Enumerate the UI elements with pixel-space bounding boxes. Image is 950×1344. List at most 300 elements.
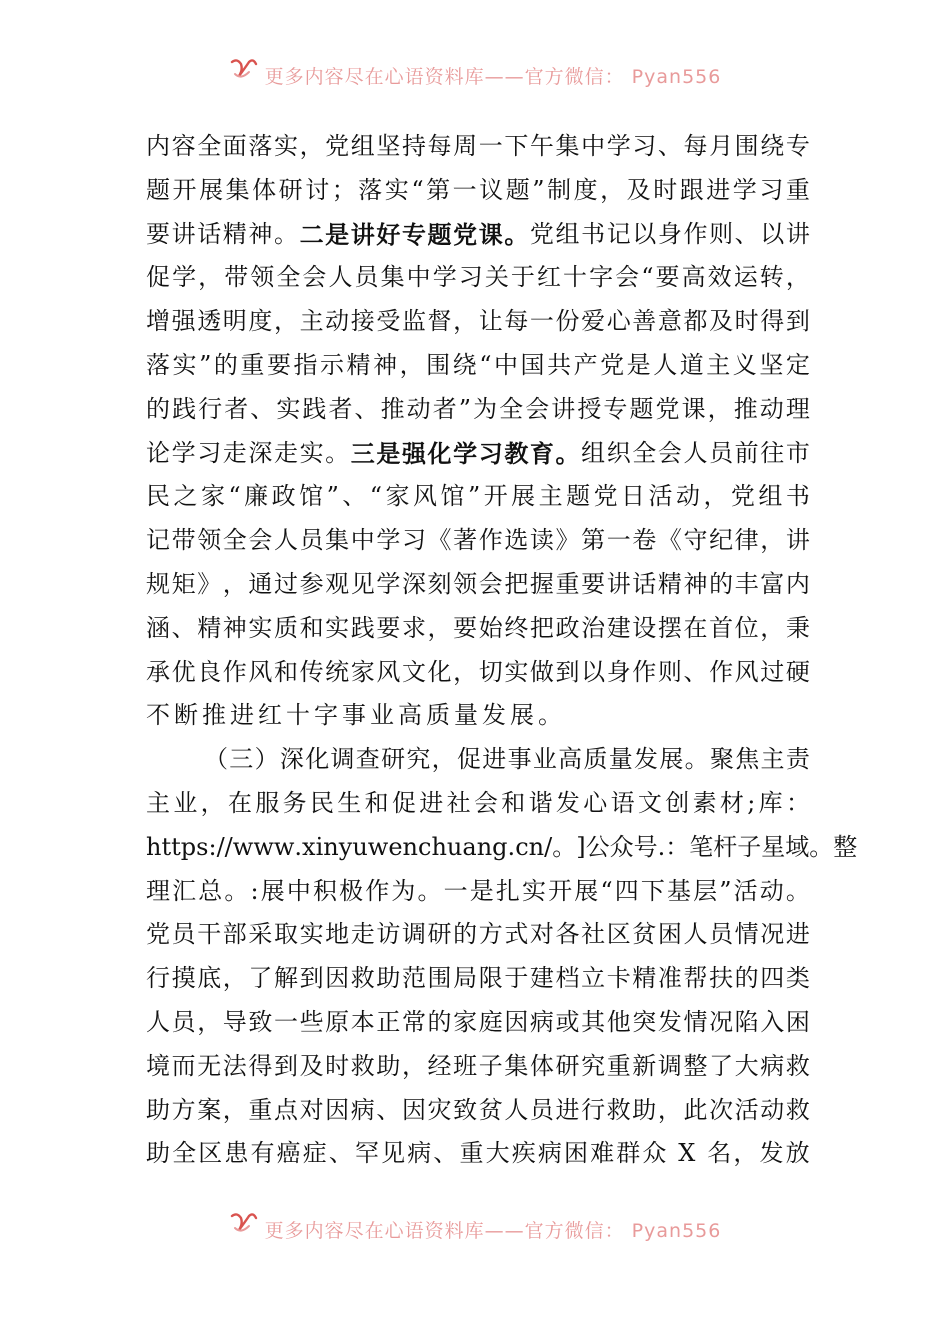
text-char: 神 xyxy=(373,350,398,379)
text-char: 下 xyxy=(504,132,529,160)
text-char: 义 xyxy=(732,350,757,379)
text-char: 走 xyxy=(273,438,298,467)
text-char: 《 xyxy=(657,526,682,555)
text-char: 摸 xyxy=(171,964,196,993)
text-char: 者 xyxy=(432,394,457,423)
text-char: 坚 xyxy=(376,132,401,160)
text-char: 课 xyxy=(681,394,706,423)
text-char: ， xyxy=(197,1007,222,1036)
text-char: 助 xyxy=(632,1095,657,1124)
text-char: 帮 xyxy=(683,964,708,993)
text-char: 馆 xyxy=(299,482,324,511)
text-char: 落 xyxy=(146,350,170,379)
text-char: p xyxy=(180,832,197,861)
text-char: 研 xyxy=(427,920,452,949)
text-char: 践 xyxy=(350,613,375,642)
text-char: 之 xyxy=(173,482,198,511)
text-char: ， xyxy=(273,307,298,336)
text-char: 红 xyxy=(258,701,286,730)
bold-char: 教 xyxy=(504,438,529,468)
text-char: 救 xyxy=(785,1095,810,1124)
text-char: 到 xyxy=(785,307,810,336)
text-char: 会 xyxy=(478,569,503,598)
text-char: 活 xyxy=(733,876,758,905)
text-char: 要 xyxy=(146,219,170,248)
text-char: 和 xyxy=(299,613,324,642)
text-char: 群 xyxy=(616,1139,641,1168)
text-char: 实 xyxy=(325,613,350,642)
text-char: 推 xyxy=(733,394,758,423)
text-char: 》 xyxy=(197,569,222,598)
text-char: 、 xyxy=(328,1139,353,1168)
text-char: 库 xyxy=(758,788,783,817)
text-char: 讲 xyxy=(606,569,631,598)
text-char: s xyxy=(196,832,209,861)
text-char: 扶 xyxy=(709,964,734,993)
text-char: 受 xyxy=(376,307,401,336)
text-char: 转 xyxy=(759,263,784,292)
text-char: 一 xyxy=(529,307,554,336)
text-char: 硬 xyxy=(785,657,810,686)
text-char: 开 xyxy=(548,876,573,905)
text-char: 实 xyxy=(248,613,273,642)
text-char: （ xyxy=(204,745,228,774)
text-line xyxy=(146,826,858,870)
text-char: 带 xyxy=(171,526,196,555)
text-char: 得 xyxy=(248,1051,273,1080)
text-char: 类 xyxy=(785,964,810,993)
text-char: : xyxy=(208,832,217,861)
text-char: 前 xyxy=(734,438,759,467)
text-char: 员 xyxy=(171,1007,196,1036)
text-char: 实 xyxy=(384,175,409,204)
text-char: 突 xyxy=(632,1007,657,1036)
text-char: 重 xyxy=(785,175,810,204)
text-char: 高 xyxy=(398,701,426,730)
text-char: 的 xyxy=(146,394,170,423)
bold-char: 是 xyxy=(376,438,401,468)
text-char: 的 xyxy=(453,920,478,949)
text-char: 会 xyxy=(615,263,640,292)
text-char: “ xyxy=(641,263,654,292)
text-char: 班 xyxy=(453,1051,478,1080)
text-char: 讲 xyxy=(551,394,576,423)
text-char: 心 xyxy=(606,307,631,336)
text-char: 时 xyxy=(653,175,678,204)
text-char: / xyxy=(544,832,553,861)
text-char: 党 xyxy=(146,920,170,949)
stylized-w-logo-icon xyxy=(229,56,259,82)
text-char: 守 xyxy=(683,526,708,555)
text-char: 是 xyxy=(469,876,494,905)
text-char: 承 xyxy=(146,657,170,686)
text-char: 》 xyxy=(555,526,580,555)
text-char: 风 xyxy=(376,657,401,686)
text-char: 一 xyxy=(452,175,477,204)
text-char: “ xyxy=(369,482,383,511)
text-char: 发 xyxy=(555,788,580,817)
text-char: 和 xyxy=(501,788,526,817)
text-char: 要 xyxy=(453,613,478,642)
text-char: 秉 xyxy=(785,613,810,642)
text-char: 份 xyxy=(555,307,580,336)
text-char: 的 xyxy=(709,569,734,598)
text-char: ， xyxy=(707,394,732,423)
text-char: 整 xyxy=(833,832,858,861)
text-char: 民 xyxy=(146,482,170,511)
text-char: 式 xyxy=(504,920,529,949)
text-char: 见 xyxy=(381,1139,406,1168)
bold-char: 强 xyxy=(401,438,426,468)
text-char: 人 xyxy=(683,438,708,467)
text-char: 周 xyxy=(453,132,478,160)
text-char: 底 xyxy=(197,964,222,993)
text-char: 救 xyxy=(785,1051,810,1080)
text-char: 展 xyxy=(659,745,684,774)
text-char: 家 xyxy=(453,1007,478,1036)
text-char: 午 xyxy=(529,132,554,160)
text-line xyxy=(146,913,810,957)
text-char: 发 xyxy=(482,701,510,730)
text-char: 以 xyxy=(632,219,657,248)
text-char: 号 xyxy=(633,832,658,861)
text-char: 业 xyxy=(370,701,398,730)
bold-char: 习 xyxy=(478,438,503,468)
text-char: 家 xyxy=(200,482,225,511)
text-char: 业 xyxy=(532,745,557,774)
bold-char: 学 xyxy=(453,438,478,468)
text-line xyxy=(146,607,810,651)
text-char: 庭 xyxy=(478,1007,503,1036)
text-char: 情 xyxy=(734,920,759,949)
text-char: “ xyxy=(411,175,424,204)
text-line xyxy=(146,475,810,519)
text-char: 行 xyxy=(581,1095,606,1124)
text-char: 要 xyxy=(266,350,291,379)
text-char: 。 xyxy=(273,219,298,248)
text-char: 都 xyxy=(683,307,708,336)
text-char: ， xyxy=(453,657,478,686)
text-char: 文 xyxy=(637,788,662,817)
text-char: 全 xyxy=(632,438,657,467)
text-char: 子 xyxy=(737,832,762,861)
text-char: 终 xyxy=(504,613,529,642)
text-char: i xyxy=(315,832,324,861)
text-char: 中 xyxy=(286,876,311,905)
text-char: 字 xyxy=(314,701,342,730)
text-line xyxy=(146,651,810,695)
text-char: 四 xyxy=(760,964,785,993)
text-char: 救 xyxy=(350,1051,375,1080)
text-char: 以 xyxy=(760,219,785,248)
text-char: 治 xyxy=(581,613,606,642)
text-char: 运 xyxy=(733,263,758,292)
text-char: 。 xyxy=(325,438,350,467)
text-char: 极 xyxy=(339,876,364,905)
text-char: 围 xyxy=(734,132,759,160)
text-char: 围 xyxy=(426,350,451,379)
text-char: h xyxy=(431,832,447,861)
text-char: 活 xyxy=(734,1095,759,1124)
text-char: 做 xyxy=(529,657,554,686)
text-char: 面 xyxy=(222,132,247,160)
text-char: 统 xyxy=(325,657,350,686)
text-char: 和 xyxy=(364,788,389,817)
text-line xyxy=(146,870,810,914)
text-char: 、 xyxy=(171,613,196,642)
text-char: 时 xyxy=(325,1051,350,1080)
text-char: 促 xyxy=(456,745,481,774)
text-char: 督 xyxy=(427,307,452,336)
text-char: 学 xyxy=(172,263,197,292)
text-char: 质 xyxy=(583,745,608,774)
text-char: 病 xyxy=(529,1007,554,1036)
text-char: 名 xyxy=(707,1139,732,1168)
text-char: 领 xyxy=(453,569,478,598)
text-char: 中 xyxy=(581,132,606,160)
text-char: 集 xyxy=(325,526,350,555)
text-char: 坚 xyxy=(759,350,784,379)
text-char: 。 xyxy=(809,832,834,861)
text-char: 进 xyxy=(230,701,258,730)
text-char: 跟 xyxy=(679,175,704,204)
text-char: 卷 xyxy=(632,526,657,555)
text-char: 、 xyxy=(342,482,367,511)
text-char: 症 xyxy=(302,1139,327,1168)
text-char: 实 xyxy=(521,876,546,905)
text-char: ” xyxy=(719,876,732,905)
text-char: 心 xyxy=(583,788,608,817)
text-char: 焦 xyxy=(735,745,760,774)
text-char: 动 xyxy=(406,394,431,423)
text-char: 指 xyxy=(293,350,318,379)
document-body xyxy=(146,125,858,1176)
text-char: 度 xyxy=(248,307,273,336)
text-char: 题 xyxy=(505,175,530,204)
text-char: 谐 xyxy=(528,788,553,817)
text-char: 要 xyxy=(581,569,606,598)
text-char: 此 xyxy=(683,1095,708,1124)
text-char: 其 xyxy=(581,1007,606,1036)
text-char: 讲 xyxy=(171,219,196,248)
text-char: 在 xyxy=(227,788,252,817)
text-char: 了 xyxy=(709,1051,734,1080)
text-char: 一 xyxy=(273,1007,298,1036)
text-char: 致 xyxy=(453,1095,478,1124)
text-char: ， xyxy=(431,745,456,774)
text-char: 律 xyxy=(734,526,759,555)
text-char: 促 xyxy=(146,263,170,292)
text-char: 为 xyxy=(391,876,416,905)
text-char: 行 xyxy=(198,394,223,423)
text-char: 讲 xyxy=(785,526,810,555)
text-char: 议 xyxy=(479,175,504,204)
text-char: 部 xyxy=(222,920,247,949)
text-char: 进 xyxy=(785,920,810,949)
text-char: 究 xyxy=(406,745,431,774)
bold-char: 是 xyxy=(325,219,350,249)
text-char: ” xyxy=(532,175,545,204)
text-char: t xyxy=(171,832,181,861)
text-char: 经 xyxy=(427,1051,452,1080)
text-char: 带 xyxy=(224,263,249,292)
text-char: 丰 xyxy=(734,569,759,598)
text-char: ： xyxy=(665,832,690,861)
text-char: 则 xyxy=(657,657,682,686)
text-char: 对 xyxy=(529,920,554,949)
text-char: 区 xyxy=(198,1139,223,1168)
text-char: 星 xyxy=(761,832,786,861)
text-char: 走 xyxy=(222,438,247,467)
text-char: 助 xyxy=(146,1139,170,1168)
text-char: 笔 xyxy=(689,832,714,861)
text-char: 是 xyxy=(626,350,651,379)
text-char: 纪 xyxy=(709,526,734,555)
text-char: 题 xyxy=(146,175,170,204)
text-char: 方 xyxy=(478,920,503,949)
text-char: 人 xyxy=(504,1095,529,1124)
text-char: 展 xyxy=(510,701,538,730)
text-char: 困 xyxy=(564,1139,588,1168)
text-char: 身 xyxy=(606,657,631,686)
text-char: 党 xyxy=(655,394,680,423)
text-char: 重 xyxy=(555,569,580,598)
text-char: 论 xyxy=(146,438,170,467)
header-watermark-text: 更多内容尽在心语资料库——官方微信： Pyan556 xyxy=(264,66,722,88)
text-char: 善 xyxy=(632,307,657,336)
text-line xyxy=(146,738,810,782)
text-char: 学 xyxy=(432,263,457,292)
text-char: 推 xyxy=(202,701,230,730)
text-char: 全 xyxy=(499,394,524,423)
text-char: 人 xyxy=(683,920,708,949)
text-char: 杆 xyxy=(713,832,738,861)
text-char: 者 xyxy=(224,394,249,423)
text-char: 原 xyxy=(325,1007,350,1036)
text-char: 本 xyxy=(350,1007,375,1036)
text-line xyxy=(146,300,810,344)
text-char: 或 xyxy=(555,1007,580,1036)
text-char: 专 xyxy=(603,394,628,423)
text-char: 作 xyxy=(709,657,734,686)
text-char: u xyxy=(446,832,463,861)
text-line xyxy=(146,432,810,476)
text-char: 域 xyxy=(785,832,810,861)
text-char: 共 xyxy=(547,350,572,379)
text-char: 务 xyxy=(282,788,307,817)
text-char: 十 xyxy=(563,263,587,292)
text-char: 专 xyxy=(785,132,810,160)
text-char: 进 xyxy=(706,175,731,204)
text-line xyxy=(146,256,810,300)
text-char: 风 xyxy=(734,657,759,686)
text-char: 、 xyxy=(354,394,379,423)
text-char: 及 xyxy=(709,307,734,336)
text-char: 关 xyxy=(484,263,509,292)
text-char: 以 xyxy=(581,657,606,686)
text-char: ， xyxy=(198,263,223,292)
text-char: 文 xyxy=(401,657,426,686)
text-char: ） xyxy=(254,745,279,774)
text-char: 精 xyxy=(657,569,682,598)
text-char: 高 xyxy=(681,263,706,292)
text-char: 作 xyxy=(222,657,247,686)
text-char: 每 xyxy=(504,307,529,336)
text-line xyxy=(146,563,810,607)
text-char: 求 xyxy=(401,613,426,642)
text-char: ， xyxy=(222,1095,247,1124)
text-char: 为 xyxy=(473,394,498,423)
text-char: 立 xyxy=(581,964,606,993)
text-char: ， xyxy=(299,132,324,160)
text-char: 化 xyxy=(427,657,452,686)
text-char: 创 xyxy=(665,788,690,817)
text-char: 强 xyxy=(171,307,196,336)
text-char: 内 xyxy=(146,132,170,160)
text-char: 病 xyxy=(537,1139,562,1168)
text-char: 事 xyxy=(342,701,370,730)
text-char: 题 xyxy=(629,394,654,423)
text-char: 市 xyxy=(785,438,810,467)
text-char: 四 xyxy=(614,876,639,905)
text-char: 走 xyxy=(350,920,375,949)
text-char: t xyxy=(161,832,172,861)
text-char: 到 xyxy=(299,964,324,993)
text-char: 量 xyxy=(608,745,633,774)
text-char: 产 xyxy=(573,350,598,379)
text-char: 业 xyxy=(173,788,198,817)
text-char: 情 xyxy=(683,1007,708,1036)
text-char: “ xyxy=(228,482,241,511)
text-char: 病 xyxy=(407,1139,432,1168)
text-char: 透 xyxy=(197,307,222,336)
text-char: 记 xyxy=(146,526,170,555)
text-char: 助 xyxy=(376,1051,401,1080)
text-char: 进 xyxy=(419,788,444,817)
text-char: 子 xyxy=(478,1051,503,1080)
text-char: “ xyxy=(479,350,492,379)
text-char: 些 xyxy=(299,1007,324,1036)
text-char: 实 xyxy=(299,920,324,949)
text-char: 精 xyxy=(222,219,247,248)
text-char: 社 xyxy=(581,920,606,949)
text-char: 而 xyxy=(171,1051,196,1080)
text-char: 常 xyxy=(401,1007,426,1036)
text-char: 、 xyxy=(683,657,708,686)
text-char: 字 xyxy=(589,263,614,292)
text-char: 、 xyxy=(734,219,759,248)
text-char: ” xyxy=(326,482,339,511)
text-char: 大 xyxy=(485,1139,510,1168)
bold-char: 育 xyxy=(529,438,554,468)
text-char: 体 xyxy=(252,175,277,204)
text-char: 度 xyxy=(573,175,598,204)
text-char: 法 xyxy=(222,1051,247,1080)
text-char: 实 xyxy=(273,132,298,160)
text-char: 疾 xyxy=(511,1139,536,1168)
text-char: 查 xyxy=(355,745,380,774)
text-char: 干 xyxy=(197,920,222,949)
text-char: 员 xyxy=(709,438,734,467)
text-char: 全 xyxy=(222,526,247,555)
text-char: : xyxy=(250,876,259,905)
text-char: 基 xyxy=(667,876,691,905)
text-char: 众 xyxy=(642,1139,667,1168)
text-char: c xyxy=(418,832,432,861)
text-char: 局 xyxy=(453,964,478,993)
text-char: 员 xyxy=(171,920,196,949)
text-char: 把 xyxy=(529,613,554,642)
